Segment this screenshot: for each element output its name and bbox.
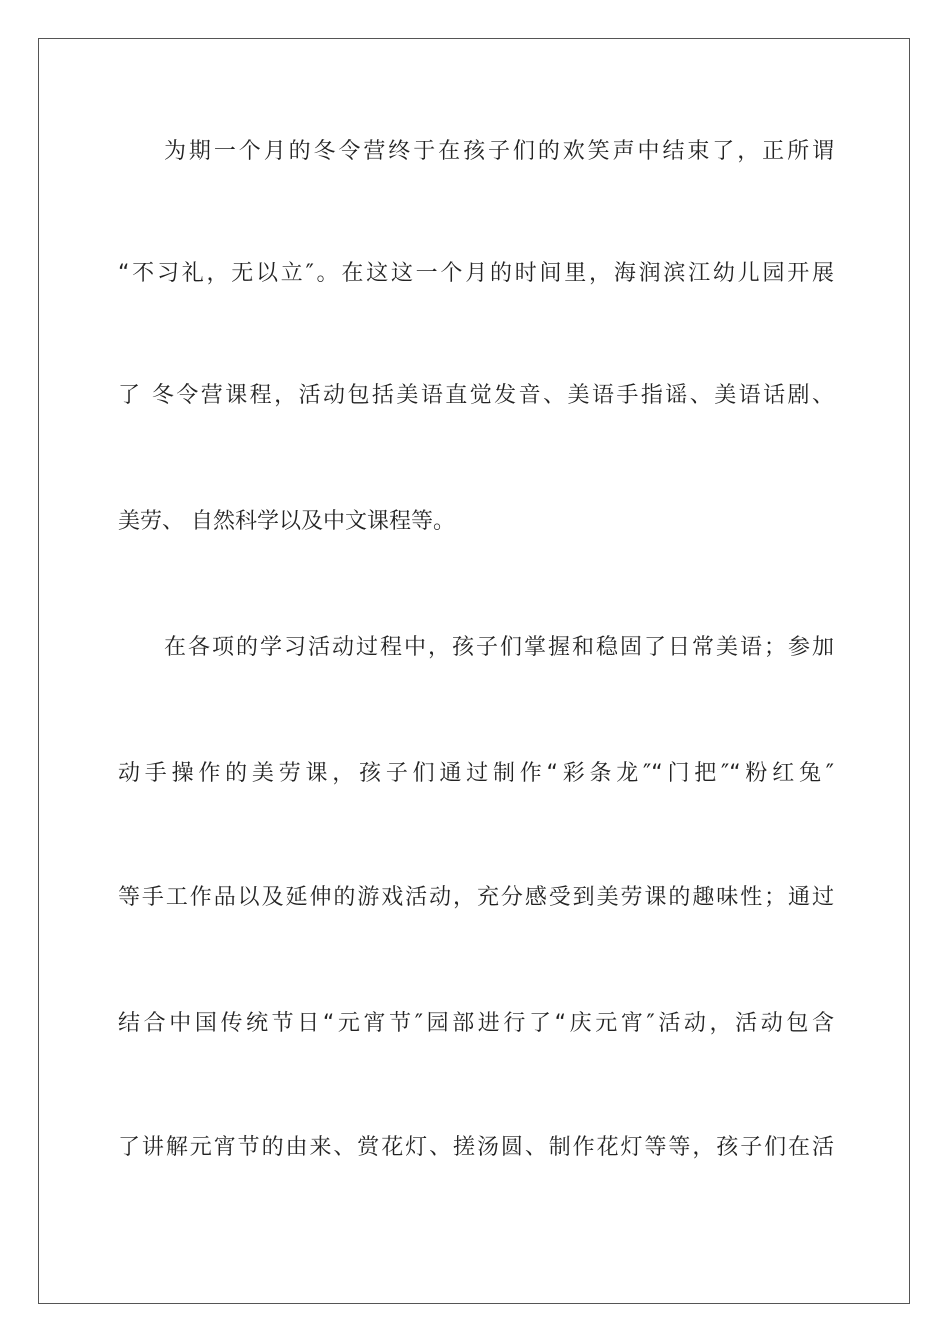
text-line: 动手操作的美劳课，孩子们通过制作“彩条龙″“门把″“粉红兔″ <box>118 761 834 786</box>
text-line: 为期一个月的冬令营终于在孩子们的欢笑声中结束了，正所谓 <box>164 139 834 164</box>
text-line: 了 冬令营课程，活动包括美语直觉发音、美语手指谣、美语话剧、 <box>118 383 834 408</box>
text-line: “不习礼，无以立″。在这这一个月的时间里，海润滨江幼儿园开展 <box>118 261 834 286</box>
text-line: 了讲解元宵节的由来、赏花灯、搓汤圆、制作花灯等等，孩子们在活 <box>118 1135 834 1160</box>
text-line: 在各项的学习活动过程中，孩子们掌握和稳固了日常美语；参加 <box>164 635 834 660</box>
page-border <box>38 38 910 1304</box>
text-line: 结合中国传统节日“元宵节″园部进行了“庆元宵″活动，活动包含 <box>118 1011 834 1036</box>
text-line: 等手工作品以及延伸的游戏活动，充分感受到美劳课的趣味性；通过 <box>118 885 834 910</box>
text-line: 美劳、 自然科学以及中文课程等。 <box>118 509 455 534</box>
